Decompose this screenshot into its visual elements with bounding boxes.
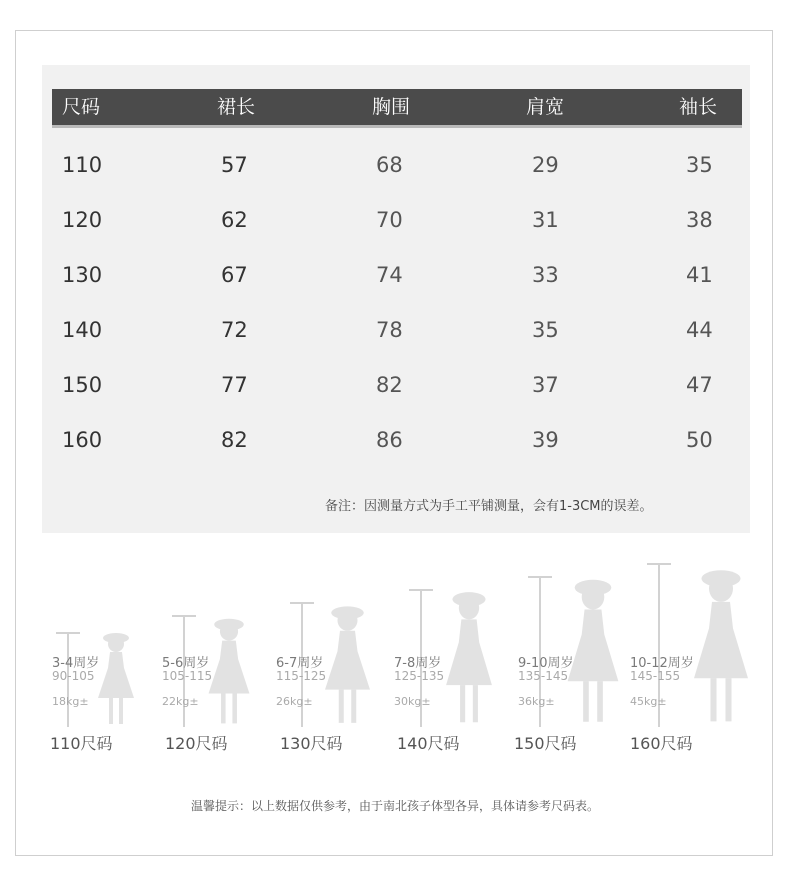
size-label: 110尺码 (50, 734, 113, 753)
girl-silhouette-icon (562, 572, 624, 728)
cell-bust: 86 (376, 428, 403, 452)
cell-dress-length: 82 (221, 428, 248, 452)
weight-label: 18kg± (52, 695, 89, 708)
girl-silhouette-icon (441, 585, 497, 728)
warm-tip: 温馨提示：以上数据仅供参考，由于南北孩子体型各异，具体请参考尺码表。 (190, 799, 599, 813)
size-label: 120尺码 (165, 734, 228, 753)
header-shoulder: 肩宽 (526, 96, 565, 118)
cell-shoulder: 31 (532, 208, 559, 232)
size-label: 130尺码 (280, 734, 343, 753)
cell-bust: 78 (376, 318, 403, 342)
cell-sleeve: 38 (686, 208, 713, 232)
header-size: 尺码 (62, 96, 101, 118)
cell-shoulder: 39 (532, 428, 559, 452)
girl-silhouette-icon (320, 600, 375, 728)
age-label: 6-7周岁 (276, 656, 324, 671)
height-range: 90-105 (52, 669, 95, 683)
header-bust: 胸围 (372, 96, 411, 118)
cell-shoulder: 37 (532, 373, 559, 397)
cell-shoulder: 35 (532, 318, 559, 342)
age-label: 5-6周岁 (162, 656, 210, 671)
cell-sleeve: 35 (686, 153, 713, 177)
cell-size: 160 (62, 428, 103, 452)
girl-silhouette-icon (688, 562, 754, 728)
age-label: 7-8周岁 (394, 656, 442, 671)
measurement-note: 备注：因测量方式为手工平铺测量，会有1-3CM的误差。 (325, 499, 653, 514)
cell-dress-length: 62 (221, 208, 248, 232)
cell-size: 110 (62, 153, 103, 177)
height-range: 145-155 (630, 669, 681, 683)
cell-sleeve: 44 (686, 318, 713, 342)
cell-dress-length: 72 (221, 318, 248, 342)
cell-size: 130 (62, 263, 103, 287)
cell-size: 140 (62, 318, 103, 342)
cell-bust: 74 (376, 263, 403, 287)
weight-label: 26kg± (276, 695, 313, 708)
height-range: 105-115 (162, 669, 213, 683)
size-label: 160尺码 (630, 734, 693, 753)
size-label: 150尺码 (514, 734, 577, 753)
girl-silhouette-icon (94, 628, 138, 728)
header-dress-length: 裙长 (217, 96, 256, 118)
weight-label: 30kg± (394, 695, 431, 708)
cell-sleeve: 47 (686, 373, 713, 397)
header-sleeve: 袖长 (679, 96, 718, 118)
cell-shoulder: 33 (532, 263, 559, 287)
cell-dress-length: 57 (221, 153, 248, 177)
cell-dress-length: 67 (221, 263, 248, 287)
size-label: 140尺码 (397, 734, 460, 753)
size-table-header (52, 89, 742, 128)
age-label: 10-12周岁 (630, 656, 694, 671)
cell-bust: 70 (376, 208, 403, 232)
cell-size: 150 (62, 373, 103, 397)
weight-label: 45kg± (630, 695, 667, 708)
weight-label: 22kg± (162, 695, 199, 708)
cell-bust: 68 (376, 153, 403, 177)
cell-sleeve: 41 (686, 263, 713, 287)
cell-sleeve: 50 (686, 428, 713, 452)
age-label: 3-4周岁 (52, 656, 100, 671)
height-range: 125-135 (394, 669, 445, 683)
cell-size: 120 (62, 208, 103, 232)
cell-dress-length: 77 (221, 373, 248, 397)
age-label: 9-10周岁 (518, 656, 574, 671)
height-range: 115-125 (276, 669, 327, 683)
cell-shoulder: 29 (532, 153, 559, 177)
weight-label: 36kg± (518, 695, 555, 708)
size-table-panel (42, 65, 750, 533)
cell-bust: 82 (376, 373, 403, 397)
height-range: 135-145 (518, 669, 569, 683)
